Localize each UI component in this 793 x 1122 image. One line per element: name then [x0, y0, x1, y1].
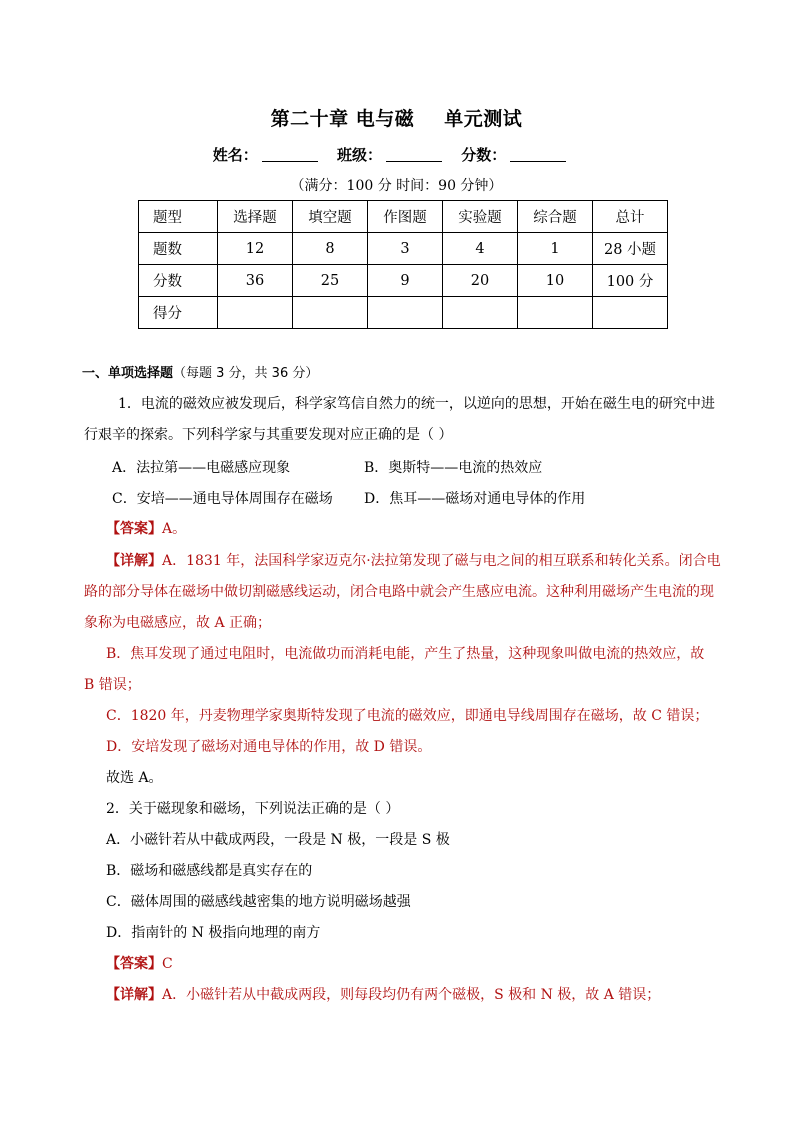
answer-tag: 【答案】 — [106, 521, 162, 537]
q1-stem-line1: 1．电流的磁效应被发现后，科学家笃信自然力的统一，以逆向的思想，开始在磁生电的研究中进 — [118, 396, 715, 412]
q1-stem-line2: 行艰辛的探索。下列科学家与其重要发现对应正确的是（ ） — [84, 427, 453, 443]
table-cell: 选择题 — [218, 201, 293, 233]
score-label: 分数： — [461, 146, 507, 164]
section-note: （每题 3 分，共 36 分） — [173, 366, 319, 381]
detail-tag: 【详解】 — [106, 553, 162, 569]
answer-tag: 【答案】 — [106, 956, 162, 972]
q1-option-b: B．奥斯特——电流的热效应 — [364, 460, 543, 476]
q2-option-d: D．指南针的 N 极指向地理的南方 — [106, 925, 321, 941]
detail-text: A．小磁针若从中截成两段，则每段均仍有两个磁极，S 极和 N 极，故 A 错误； — [162, 987, 661, 1003]
table-cell: 实验题 — [443, 201, 518, 233]
table-cell: 3 — [368, 233, 443, 265]
section-heading — [82, 362, 318, 381]
table-cell: 9 — [368, 265, 443, 297]
q1-detail-c: C．1820 年，丹麦物理学家奥斯特发现了电流的磁效应，即通电导线周围存在磁场，故 C 错误； — [106, 708, 709, 724]
table-cell: 8 — [293, 233, 368, 265]
table-cell: 4 — [443, 233, 518, 265]
q2-stem: 2．关于磁现象和磁场，下列说法正确的是（ ） — [106, 801, 400, 817]
section-title: 一、单项选择题 — [82, 366, 174, 381]
table-cell: 25 — [293, 265, 368, 297]
q1-detail-b-line1: B．焦耳发现了通过电阻时，电流做功而消耗电能，产生了热量，这种现象叫做电流的热效应，故 — [106, 646, 705, 662]
table-cell: 36 — [218, 265, 293, 297]
detail-text: A．1831 年，法国科学家迈克尔·法拉第发现了磁与电之间的相互联系和转化关系。闭合电 — [162, 553, 721, 569]
table-row — [139, 265, 668, 297]
q1-conclusion: 故选 A。 — [106, 770, 163, 786]
answer-value: A。 — [162, 521, 187, 537]
q1-detail-b-line2: B 错误； — [84, 677, 141, 693]
score-entry-cell — [518, 297, 593, 329]
score-entry-cell — [593, 297, 668, 329]
q1-detail-a-line1 — [106, 551, 721, 571]
score-entry-cell — [218, 297, 293, 329]
table-cell: 综合题 — [518, 201, 593, 233]
title-chapter: 第二十章 电与磁 — [270, 108, 415, 130]
class-label: 班级： — [336, 146, 382, 164]
q2-answer — [106, 954, 173, 974]
q2-option-c: C．磁体周围的磁感线越密集的地方说明磁场越强 — [106, 894, 411, 910]
score-entry-cell — [368, 297, 443, 329]
q1-detail-a-line2: 路的部分导体在磁场中做切割磁感线运动，闭合电路中就会产生感应电流。这种利用磁场产生电流的现 — [84, 584, 714, 600]
table-row — [139, 297, 668, 329]
table-row — [139, 201, 668, 233]
q1-option-a: A．法拉第——电磁感应现象 — [112, 460, 291, 476]
table-cell: 题数 — [139, 233, 218, 265]
exam-meta: （满分：100 分 时间：90 分钟） — [290, 178, 503, 194]
q1-detail-d: D．安培发现了磁场对通电导体的作用，故 D 错误。 — [106, 739, 432, 755]
detail-tag: 【详解】 — [106, 987, 162, 1003]
table-cell: 得分 — [139, 297, 218, 329]
score-blank — [510, 147, 566, 162]
q1-detail-a-line3: 象称为电磁感应，故 A 正确； — [84, 615, 272, 631]
score-entry-cell — [443, 297, 518, 329]
q1-option-d: D．焦耳——磁场对通电导体的作用 — [364, 491, 586, 507]
name-blank — [262, 147, 318, 162]
table-row — [139, 233, 668, 265]
table-cell: 填空题 — [293, 201, 368, 233]
table-cell: 1 — [518, 233, 593, 265]
score-entry-cell — [293, 297, 368, 329]
table-cell: 20 — [443, 265, 518, 297]
table-cell: 28 小题 — [593, 233, 668, 265]
class-blank — [386, 147, 442, 162]
student-info-row — [0, 144, 793, 165]
table-cell: 作图题 — [368, 201, 443, 233]
q2-detail-a — [106, 985, 660, 1005]
table-cell: 题型 — [139, 201, 218, 233]
table-cell: 总计 — [593, 201, 668, 233]
q1-answer — [106, 519, 186, 539]
q2-option-b: B．磁场和磁感线都是真实存在的 — [106, 863, 313, 879]
q2-option-a: A．小磁针若从中截成两段，一段是 N 极，一段是 S 极 — [106, 832, 450, 848]
table-cell: 分数 — [139, 265, 218, 297]
table-cell: 100 分 — [593, 265, 668, 297]
name-label: 姓名： — [212, 146, 258, 164]
table-cell: 12 — [218, 233, 293, 265]
table-cell: 10 — [518, 265, 593, 297]
page-title — [0, 104, 793, 131]
answer-value: C — [162, 956, 173, 972]
title-suffix: 单元测试 — [444, 108, 523, 130]
q1-option-c: C．安培——通电导体周围存在磁场 — [112, 491, 333, 507]
score-table — [138, 200, 668, 329]
